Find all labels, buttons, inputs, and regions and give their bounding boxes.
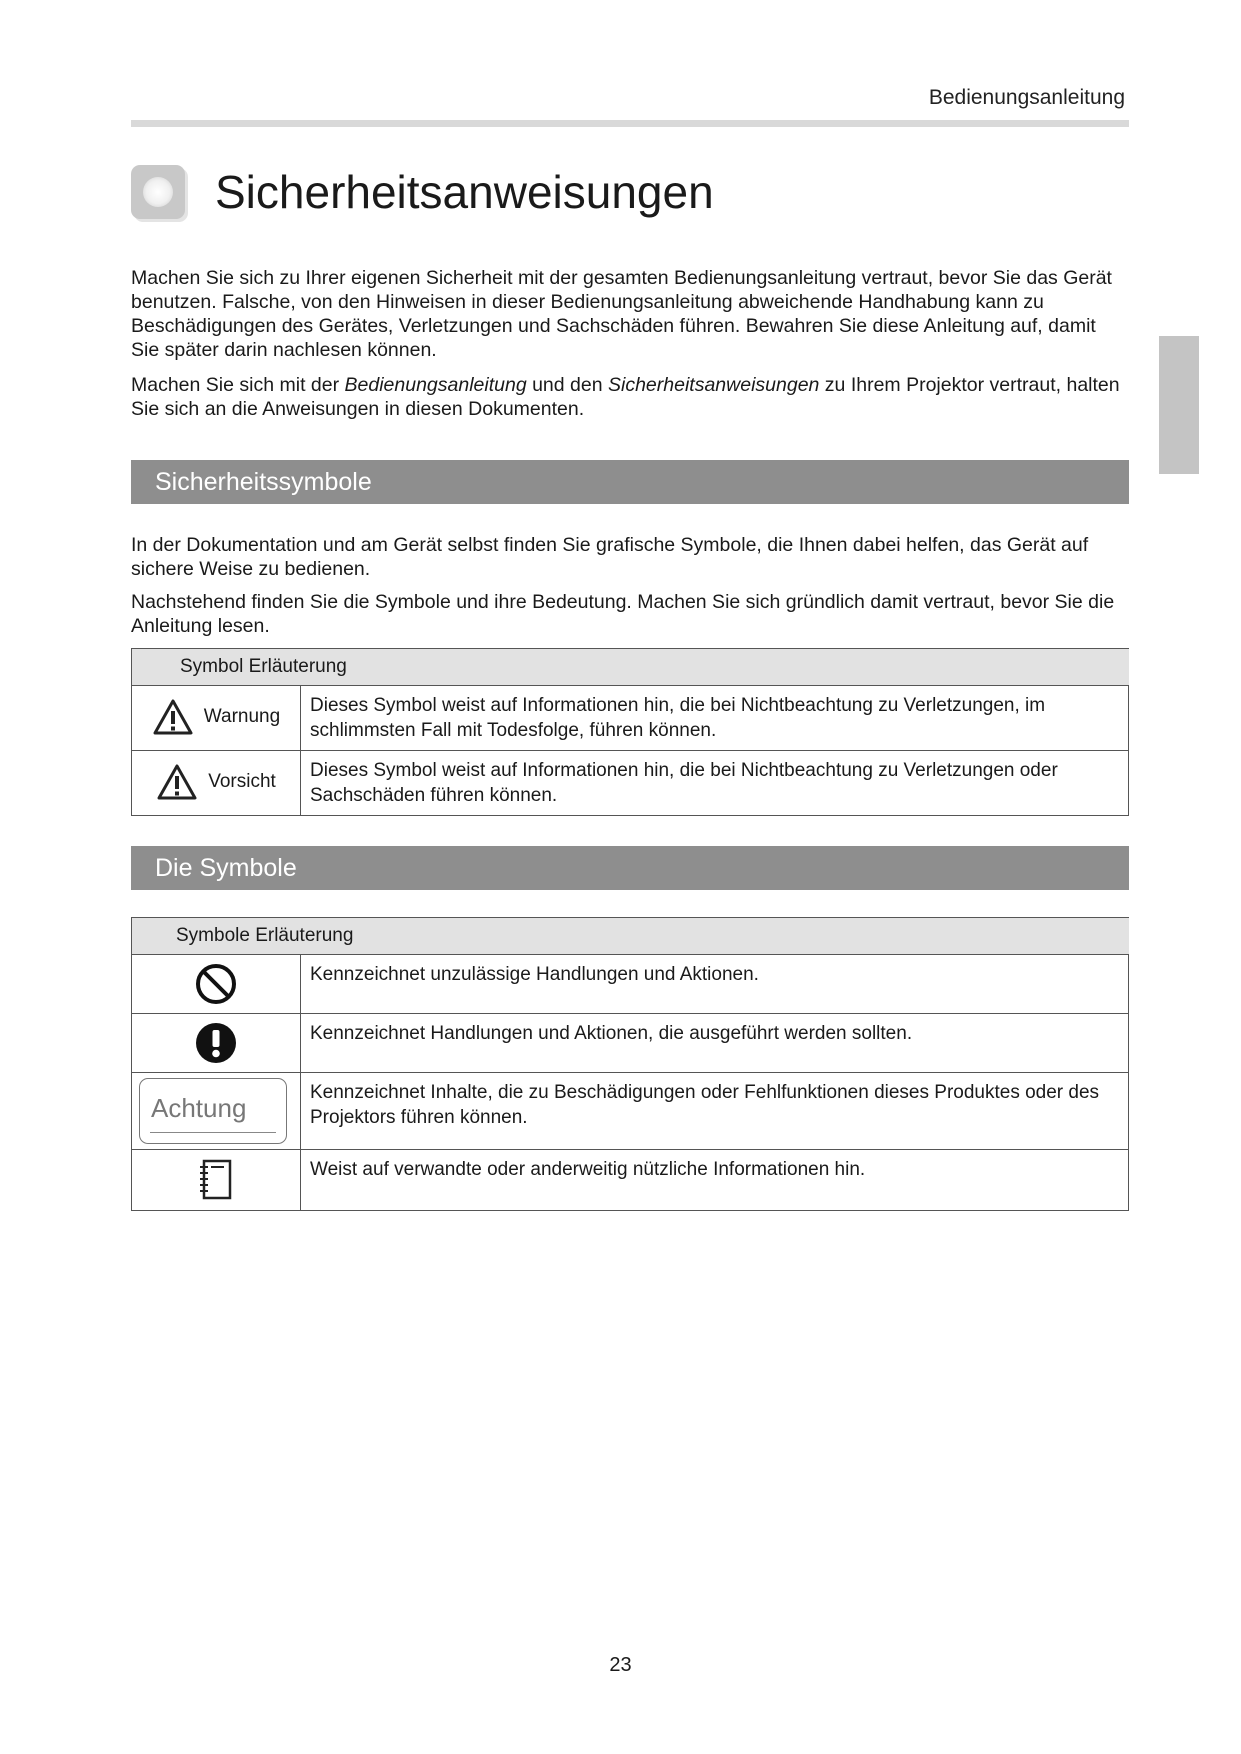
section-heading-safety-symbols: Sicherheitssymbole	[131, 460, 1129, 504]
table-row	[132, 1073, 1129, 1150]
page-title: Sicherheitsanweisungen	[215, 166, 714, 218]
table-row	[132, 686, 1129, 751]
symbol-label: Warnung	[203, 706, 281, 727]
safety-symbols-table	[131, 648, 1129, 816]
symbol-label: Vorsicht	[208, 771, 276, 792]
section1-paragraph-1: In der Dokumentation und am Gerät selbst finden Sie grafische Symbole, die Ihnen dabei helfen, das Gerät auf sichere Weise zu bedienen.	[131, 534, 1089, 580]
description-cell: Dieses Symbol weist auf Informationen hin, die bei Nichtbeachtung zu Verletzungen oder Sachschäden führen können.	[301, 751, 1129, 816]
table-header: Symbole Erläuterung	[132, 918, 1129, 955]
exclamation-icon	[195, 1022, 237, 1064]
symbol-cell	[132, 1150, 301, 1211]
chapter-bullet-icon	[131, 165, 185, 219]
description-cell: Kennzeichnet Inhalte, die zu Beschädigungen oder Fehlfunktionen dieses Produktes oder des Projektors führen können.	[301, 1073, 1129, 1150]
achtung-label: Achtung	[151, 1093, 247, 1123]
header-rule	[131, 120, 1129, 127]
chapter-tab	[1159, 336, 1199, 474]
prohibited-icon	[195, 963, 237, 1005]
table-row	[132, 751, 1129, 816]
warning-triangle-icon	[152, 698, 194, 736]
description-cell: Dieses Symbol weist auf Informationen hin, die bei Nichtbeachtung zu Verletzungen, im schlimmsten Fall mit Todesfolge, führen können.	[301, 686, 1129, 751]
warning-triangle-icon	[156, 763, 198, 801]
symbols-table	[131, 917, 1129, 1211]
table-header-row	[132, 918, 1129, 955]
symbol-cell	[132, 1073, 301, 1150]
table-header: Symbol Erläuterung	[132, 649, 1129, 686]
running-header: Bedienungsanleitung	[928, 86, 1125, 109]
intro-paragraph-1: Machen Sie sich zu Ihrer eigenen Sicherheit mit der gesamten Bedienungsanleitung vertraut, bevor Sie das Gerät benutzen. Falsche, von den Hinweisen in dieser Bedienungsanleitung abweichende Handhabung kann zu Beschädigungen des Gerätes, Verletzungen und Sachschäden führen. Bewahren Sie diese Anleitung auf, damit Sie später darin nachlesen können.	[131, 267, 1112, 361]
description-cell: Kennzeichnet Handlungen und Aktionen, die ausgeführt werden sollten.	[301, 1014, 1129, 1073]
notebook-icon	[196, 1158, 236, 1202]
symbol-cell	[132, 686, 301, 751]
section-heading-symbols: Die Symbole	[131, 846, 1129, 890]
description-cell: Weist auf verwandte oder anderweitig nützliche Informationen hin.	[301, 1150, 1129, 1211]
table-row	[132, 955, 1129, 1014]
achtung-box-icon	[139, 1078, 287, 1144]
symbol-cell	[132, 955, 301, 1014]
table-header-row	[132, 649, 1129, 686]
intro-paragraph-2: Machen Sie sich mit der Bedienungsanleitung und den Sicherheitsanweisungen zu Ihrem Projektor vertraut, halten Sie sich an die Anweisungen in diesen Dokumenten.	[131, 374, 1120, 420]
symbol-cell	[132, 751, 301, 816]
section1-paragraph-2: Nachstehend finden Sie die Symbole und ihre Bedeutung. Machen Sie sich gründlich damit vertraut, bevor Sie die Anleitung lesen.	[131, 591, 1115, 637]
page-number: 23	[609, 1654, 632, 1676]
table-row	[132, 1014, 1129, 1073]
description-cell: Kennzeichnet unzulässige Handlungen und Aktionen.	[301, 955, 1129, 1014]
symbol-cell	[132, 1014, 301, 1073]
table-row	[132, 1150, 1129, 1211]
title-block	[131, 165, 714, 219]
